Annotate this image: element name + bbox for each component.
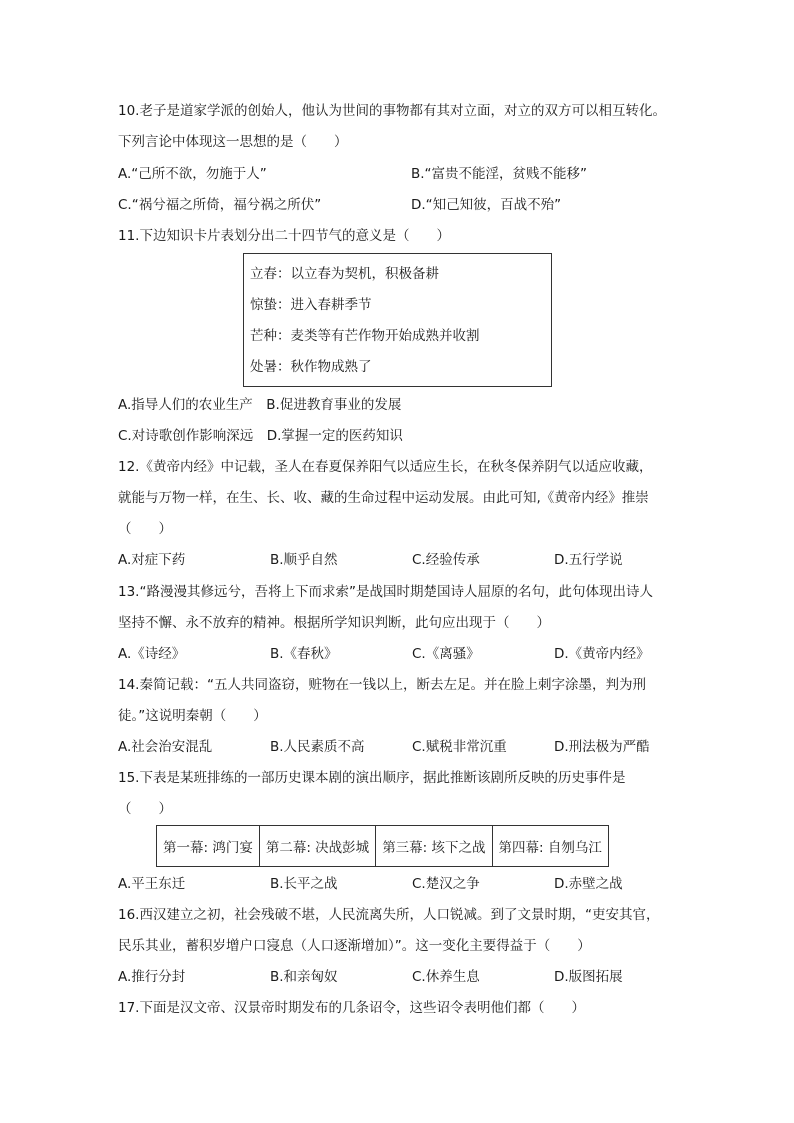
q14-stem-line1: 14.秦简记载：“五人共同盗窃，赃物在一钱以上，断去左足。并在脸上刺字涂墨，判为刑	[118, 677, 646, 693]
q14-stem-line2: 徒。”这说明秦朝（ ）	[118, 708, 267, 724]
q16-option-b: B.和亲匈奴	[270, 969, 338, 985]
q12-option-c: C.经验传承	[412, 552, 480, 568]
q16-option-c: C.休养生息	[412, 969, 480, 985]
q12-stem-line1: 12.《黄帝内经》中记载，圣人在春夏保养阳气以适应生长，在秋冬保养阴气以适应收藏，	[118, 459, 653, 475]
q14-option-b: B.人民素质不高	[270, 739, 365, 755]
act-4-cell: 第四幕: 自刎乌江	[492, 826, 608, 867]
q15-stem-line2: （ ）	[118, 801, 172, 817]
q12-option-d: D.五行学说	[554, 552, 623, 568]
play-order-row	[157, 826, 609, 867]
q11-options-row2: C.对诗歌创作影响深远 D.掌握一定的医药知识	[118, 428, 403, 444]
q12-option-a: A.对症下药	[118, 552, 186, 568]
card-item-chushu: 处暑：秋作物成熟了	[250, 359, 372, 375]
q16-option-d: D.版图拓展	[554, 969, 623, 985]
q10-stem-line2: 下列言论中体现这一思想的是（ ）	[118, 134, 348, 150]
act-2-cell: 第二幕: 决战彭城	[259, 826, 375, 867]
q15-stem-line1: 15.下表是某班排练的一部历史课本剧的演出顺序，据此推断该剧所反映的历史事件是	[118, 770, 626, 786]
q10-option-a: A.“己所不欲，勿施于人”	[118, 166, 267, 182]
q11-options-row1: A.指导人们的农业生产 B.促进教育事业的发展	[118, 397, 402, 413]
q10-option-d: D.“知己知彼，百战不殆”	[411, 197, 562, 213]
card-item-mangzhong: 芒种：麦类等有芒作物开始成熟并收割	[250, 328, 480, 344]
q12-stem-line3: （ ）	[118, 521, 172, 537]
act-3-cell: 第三幕: 垓下之战	[376, 826, 492, 867]
q13-option-b: B.《春秋》	[270, 646, 338, 662]
q13-option-a: A.《诗经》	[118, 646, 186, 662]
play-order-table	[156, 825, 609, 867]
q13-stem-line2: 坚持不懈、永不放弃的精神。根据所学知识判断，此句应出现于（ ）	[118, 615, 550, 631]
act-1-cell: 第一幕: 鸿门宴	[157, 826, 260, 867]
knowledge-card	[243, 253, 552, 387]
q10-option-c: C.“祸兮福之所倚，福兮祸之所伏”	[118, 197, 322, 213]
q15-option-a: A.平王东迁	[118, 876, 186, 892]
q16-stem-line2: 民乐其业，蓄积岁增户口寖息（人口逐渐增加）”。这一变化主要得益于（ ）	[118, 938, 591, 954]
q12-option-b: B.顺乎自然	[270, 552, 338, 568]
q11-stem: 11.下边知识卡片表划分出二十四节气的意义是（ ）	[118, 228, 450, 244]
q15-option-c: C.楚汉之争	[412, 876, 480, 892]
q14-option-c: C.赋税非常沉重	[412, 739, 507, 755]
card-item-lichun: 立春：以立春为契机，积极备耕	[250, 266, 439, 282]
q14-option-d: D.刑法极为严酷	[554, 739, 650, 755]
q14-option-a: A.社会治安混乱	[118, 739, 213, 755]
q10-stem-line1: 10.老子是道家学派的创始人，他认为世间的事物都有其对立面，对立的双方可以相互转化。	[118, 103, 666, 119]
q15-option-b: B.长平之战	[270, 876, 338, 892]
card-item-jingzhe: 惊蛰：进入春耕季节	[250, 297, 372, 313]
q10-option-b: B.“富贵不能淫，贫贱不能移”	[411, 166, 588, 182]
q16-option-a: A.推行分封	[118, 969, 186, 985]
q13-stem-line1: 13.“路漫漫其修远兮，吾将上下而求索”是战国时期楚国诗人屈原的名句，此句体现出诗人	[118, 584, 653, 600]
q13-option-d: D.《黄帝内经》	[554, 646, 650, 662]
q16-stem-line1: 16.西汉建立之初，社会残破不堪，人民流离失所，人口锐减。到了文景时期，“吏安其官，	[118, 907, 660, 923]
q13-option-c: C.《离骚》	[412, 646, 480, 662]
q15-option-d: D.赤壁之战	[554, 876, 623, 892]
q12-stem-line2: 就能与万物一样，在生、长、收、藏的生命过程中运动发展。由此可知,《黄帝内经》推崇	[118, 490, 649, 506]
q17-stem-line1: 17.下面是汉文帝、汉景帝时期发布的几条诏令，这些诏令表明他们都（ ）	[118, 1000, 585, 1016]
